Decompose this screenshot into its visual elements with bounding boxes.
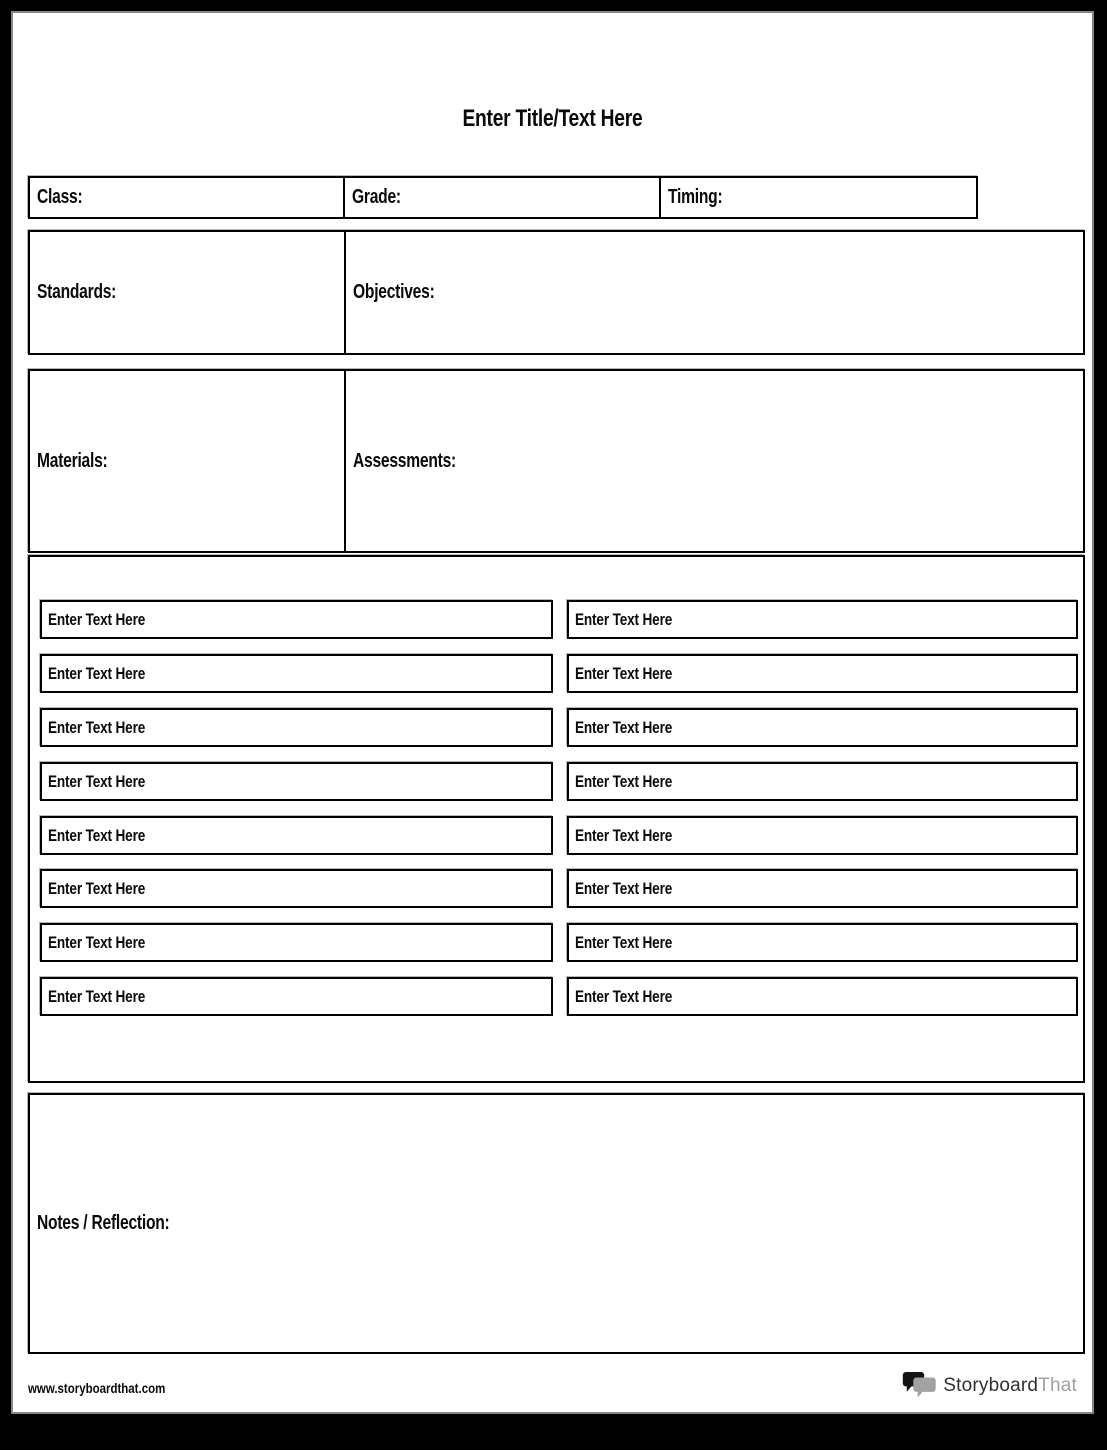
assessments-label: Assessments: (353, 449, 456, 472)
notes-reflection-field[interactable] (28, 1093, 1085, 1354)
placeholder-text: Enter Text Here (48, 609, 146, 629)
text-input-box[interactable] (40, 923, 553, 962)
text-input-box[interactable] (40, 708, 553, 747)
text-input-box[interactable] (40, 869, 553, 908)
placeholder-text: Enter Text Here (575, 771, 673, 791)
brand-word-primary: Storyboard (943, 1375, 1039, 1396)
placeholder-text: Enter Text Here (48, 771, 146, 791)
text-input-box[interactable] (40, 654, 553, 693)
placeholder-text: Enter Text Here (575, 825, 673, 845)
text-input-box[interactable] (40, 762, 553, 801)
placeholder-text: Enter Text Here (48, 878, 146, 898)
lesson-steps-section (28, 555, 1085, 1083)
standards-label: Standards: (37, 281, 117, 303)
placeholder-text: Enter Text Here (575, 609, 673, 629)
brand-wordmark (943, 1375, 1077, 1397)
objectives-label: Objectives: (353, 281, 435, 303)
placeholder-text: Enter Text Here (575, 932, 673, 952)
text-input-box[interactable] (567, 977, 1078, 1016)
notes-reflection-label: Notes / Reflection: (37, 1212, 170, 1234)
placeholder-text: Enter Text Here (48, 932, 146, 952)
materials-assessments-section (28, 369, 1085, 553)
class-field[interactable] (30, 178, 345, 217)
timing-field[interactable] (661, 178, 976, 217)
placeholder-text: Enter Text Here (48, 986, 146, 1006)
text-input-box[interactable] (567, 708, 1078, 747)
text-input-box[interactable] (567, 762, 1078, 801)
page-title-text: Enter Title/Text Here (462, 105, 643, 132)
class-label: Class: (37, 186, 83, 208)
placeholder-text: Enter Text Here (575, 717, 673, 737)
placeholder-text: Enter Text Here (575, 986, 673, 1006)
page-title[interactable] (13, 105, 1092, 133)
text-input-box[interactable] (567, 654, 1078, 693)
text-input-box[interactable] (567, 923, 1078, 962)
standards-field[interactable] (30, 232, 346, 353)
timing-label: Timing: (667, 186, 723, 208)
standards-objectives-section (28, 230, 1085, 355)
grade-label: Grade: (352, 186, 402, 208)
text-input-box[interactable] (567, 816, 1078, 855)
grade-field[interactable] (345, 178, 660, 217)
worksheet-page (13, 13, 1092, 1412)
text-input-box[interactable] (40, 977, 553, 1016)
materials-label: Materials: (37, 449, 108, 472)
placeholder-text: Enter Text Here (48, 663, 146, 683)
assessments-field[interactable] (346, 371, 1083, 551)
placeholder-text: Enter Text Here (575, 878, 673, 898)
footer-url-link[interactable]: www.storyboardthat.com (28, 1381, 166, 1396)
text-input-box[interactable] (40, 816, 553, 855)
text-input-box[interactable] (40, 600, 553, 639)
objectives-field[interactable] (346, 232, 1083, 353)
brand-word-secondary: That (1038, 1375, 1077, 1396)
info-row (28, 176, 978, 219)
storyboardthat-logo (902, 1371, 1077, 1401)
materials-field[interactable] (30, 371, 346, 551)
speech-bubbles-icon (902, 1371, 938, 1401)
text-input-box[interactable] (567, 600, 1078, 639)
placeholder-text: Enter Text Here (48, 825, 146, 845)
placeholder-text: Enter Text Here (48, 717, 146, 737)
text-input-box[interactable] (567, 869, 1078, 908)
placeholder-text: Enter Text Here (575, 663, 673, 683)
